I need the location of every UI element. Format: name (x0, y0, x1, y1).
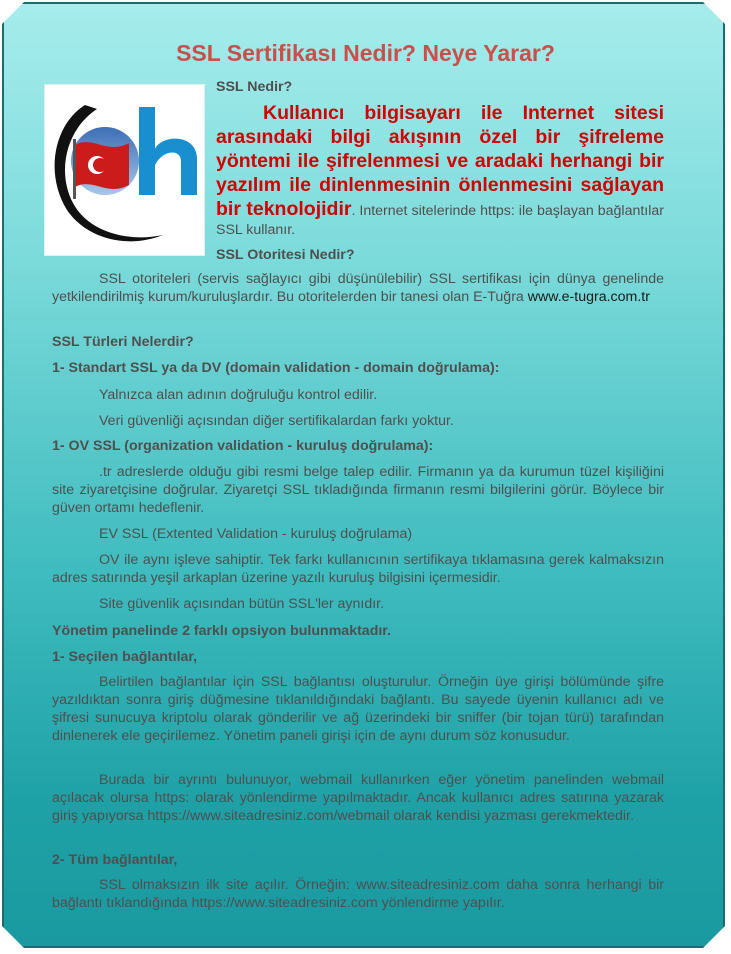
dv-paragraph-2: Veri güvenliği açısından diğer sertifikalardan farkı yoktur. (99, 413, 454, 429)
ev-paragraph-1: EV SSL (Extented Validation - kuruluş doğrulama) (99, 526, 413, 542)
ssl-definition (216, 101, 664, 239)
ssl-definition-note: . Internet sitelerinde https: ile başlayan bağlantılar SSL kullanır. (216, 203, 664, 238)
dv-paragraph-1: Yalnızca alan adının doğruluğu kontrol edilir. (99, 387, 378, 403)
ssl-turleri-heading: SSL Türleri Nelerdir? (52, 334, 194, 350)
ov-heading: 1- OV SSL (organization validation - kuruluş doğrulama): (52, 438, 434, 454)
e-tugra-link[interactable]: www.e-tugra.com.tr (527, 289, 650, 305)
ssl-definition-highlight: Kullanıcı bilgisayarı ile Internet sitesi arasındaki bilgi akışının özel bir şifreleme yöntemi ile şifrelenmesi ve aradaki herhangi bir yazılım ile dinlenmesinin önlenmesini sağlayan bir teknolojidir (216, 102, 664, 220)
ev-paragraph-2: OV ile aynı işleve sahiptir. Tek farkı kullanıcının sertifikaya tıklamasına gerek kalmaksızın adres satırında yeşil arkaplan üzerine yazılı kuruluş bilgisini içermesidir. (52, 552, 664, 586)
ssl-otoritesi-text (52, 270, 664, 306)
panel-options-heading: Yönetim panelinde 2 farklı opsiyon bulunmaktadır. (52, 623, 391, 639)
ssl-otoritesi-body: SSL otoriteleri (servis sağlayıcı gibi düşünülebilir) SSL sertifikası için dünya genelinde yetkilendirilmiş kurum/kuruluşlardır. Bu otoritelerden bir tanesi olan E-Tuğra (52, 271, 664, 305)
all-same-text: Site güvenlik açısından bütün SSL'ler aynıdır. (99, 596, 385, 612)
selected-links-paragraph-1: Belirtilen bağlantılar için SSL bağlantısı oluşturulur. Örneğin üye girişi bölümünde şifre yazıldıktan sonra giriş düğmesine tıklanıldığındaki bağlantı. Bu sayede üyenin kullanıcı adı ve şifresi sunucuya kriptolu olarak gönderilir ve ağ üzerindeki bir sniffer (bir tojan türü) tarafından dinlenerek ele geçirilemez. Yönetim paneli girişi için de aynı durum söz konusudur. (52, 674, 664, 744)
logo-graphic (45, 85, 204, 255)
dv-heading: 1- Standart SSL ya da DV (domain validation - domain doğrulama): (52, 360, 500, 376)
page-title: SSL Sertifikası Nedir? Neye Yarar? (176, 40, 555, 66)
ssl-nedir-heading: SSL Nedir? (216, 79, 293, 95)
ssl-otoritesi-heading: SSL Otoritesi Nedir? (216, 247, 355, 263)
all-links-heading: 2- Tüm bağlantılar, (52, 852, 178, 868)
all-links-paragraph-1: SSL olmaksızın ilk site açılır. Örneğin: www.siteadresiniz.com daha sonra herhangi bir bağlantı tıklandığında https://www.siteadresiniz.com yönlendirme yapılır. (52, 877, 664, 911)
selected-links-heading: 1- Seçilen bağlantılar, (52, 649, 198, 665)
ov-paragraph-1: .tr adreslerde olduğu gibi resmi belge talep edilir. Firmanın ya da kurumun tüzel kişiliğini site ziyaretçisine doğrular. Ziyaretçi SSL tıkladığında firmanın resmi bilgilerini görür. Böylece bir güven ortamı hedeflenir. (52, 464, 664, 516)
selected-links-paragraph-2: Burada bir ayrıntı bulunuyor, webmail kullanırken eğer yönetim panelinden webmail açılacak olursa https: olarak yönlendirme yapılmaktadır. Ancak kullanıcı adres satırına yazarak giriş yapıyorsa https://www.siteadresiniz.com/webmail olarak kendisi yazması gerekmektedir. (52, 772, 664, 824)
logo (44, 84, 205, 256)
